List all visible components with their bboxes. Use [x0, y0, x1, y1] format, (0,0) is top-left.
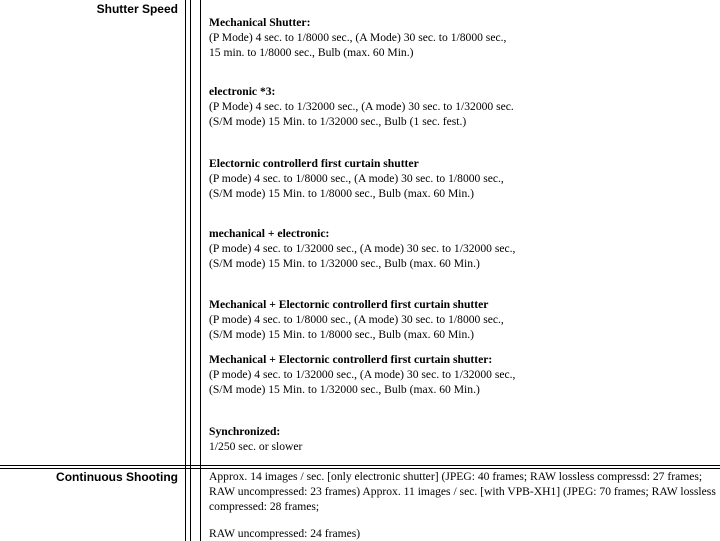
spec-line: (P mode) 4 sec. to 1/8000 sec., (A mode) 30 sec. to 1/8000 sec., — [209, 172, 504, 185]
table-border-left-col — [185, 0, 186, 541]
spec-line: 15 min. to 1/8000 sec., Bulb (max. 60 Min.) — [209, 46, 414, 59]
spec-line: 1/250 sec. or slower — [209, 440, 303, 453]
spec-line: (S/M mode) 15 Min. to 1/8000 sec., Bulb (max. 60 Min.) — [209, 187, 475, 200]
spec-line: (P Mode) 4 sec. to 1/32000 sec., (A mode) 30 sec. to 1/32000 sec. — [209, 100, 514, 113]
spec-line: frames; RAW uncompressed: 23 frames) — [209, 470, 703, 498]
row-label-shutter-speed: Shutter Speed — [96, 2, 178, 16]
spec-line: Approx. 11 images / sec. [with VPB-XH1] (JPEG: 70 frames; RAW lossless compressed: 28 frames; — [209, 485, 716, 513]
spec-block — [209, 226, 719, 271]
row-label-continuous-shooting: Continuous Shooting — [56, 470, 178, 484]
continuous-shooting-text — [209, 469, 719, 514]
spec-block — [209, 84, 719, 129]
spec-block-title: mechanical + electronic: — [209, 227, 330, 240]
continuous-shooting-text-tail — [209, 526, 719, 541]
spec-line: (P mode) 4 sec. to 1/32000 sec., (A mode) 30 sec. to 1/32000 sec., — [209, 368, 516, 381]
spec-line: Approx. 14 images / sec. [only electronic shutter] (JPEG: 40 frames; RAW lossless compressd: 27 — [209, 470, 665, 483]
table-border-inner — [200, 0, 201, 541]
spec-line: (P Mode) 4 sec. to 1/8000 sec., (A Mode) 30 sec. to 1/8000 sec., — [209, 31, 507, 44]
spec-block-title: Mechanical + Electornic controllerd first curtain shutter — [209, 298, 489, 311]
spec-block — [209, 15, 719, 60]
spec-block — [209, 297, 719, 342]
spec-line: (S/M mode) 15 Min. to 1/8000 sec., Bulb (max. 60 Min.) — [209, 328, 475, 341]
spec-block-title: Mechanical Shutter: — [209, 16, 311, 29]
spec-block-title: electronic *3: — [209, 85, 276, 98]
spec-line: RAW uncompressed: 24 frames) — [209, 527, 361, 540]
row-divider — [0, 465, 720, 466]
spec-line: (S/M mode) 15 Min. to 1/32000 sec., Bulb (1 sec. fest.) — [209, 115, 467, 128]
spec-block — [209, 156, 719, 201]
spec-line: (S/M mode) 15 Min. to 1/32000 sec., Bulb (max. 60 Min.) — [209, 383, 480, 396]
spec-block-title: Electornic controllerd first curtain shutter — [209, 157, 419, 170]
spec-block — [209, 424, 719, 454]
spec-line: (P mode) 4 sec. to 1/32000 sec., (A mode) 30 sec. to 1/32000 sec., — [209, 242, 516, 255]
table-border-double — [190, 0, 191, 541]
spec-block — [209, 352, 719, 397]
spec-block-title: Mechanical + Electornic controllerd first curtain shutter: — [209, 353, 493, 366]
spec-line: (S/M mode) 15 Min. to 1/32000 sec., Bulb (max. 60 Min.) — [209, 257, 480, 270]
spec-line: (P mode) 4 sec. to 1/8000 sec., (A mode) 30 sec. to 1/8000 sec., — [209, 313, 504, 326]
spec-block-title: Synchronized: — [209, 425, 281, 438]
